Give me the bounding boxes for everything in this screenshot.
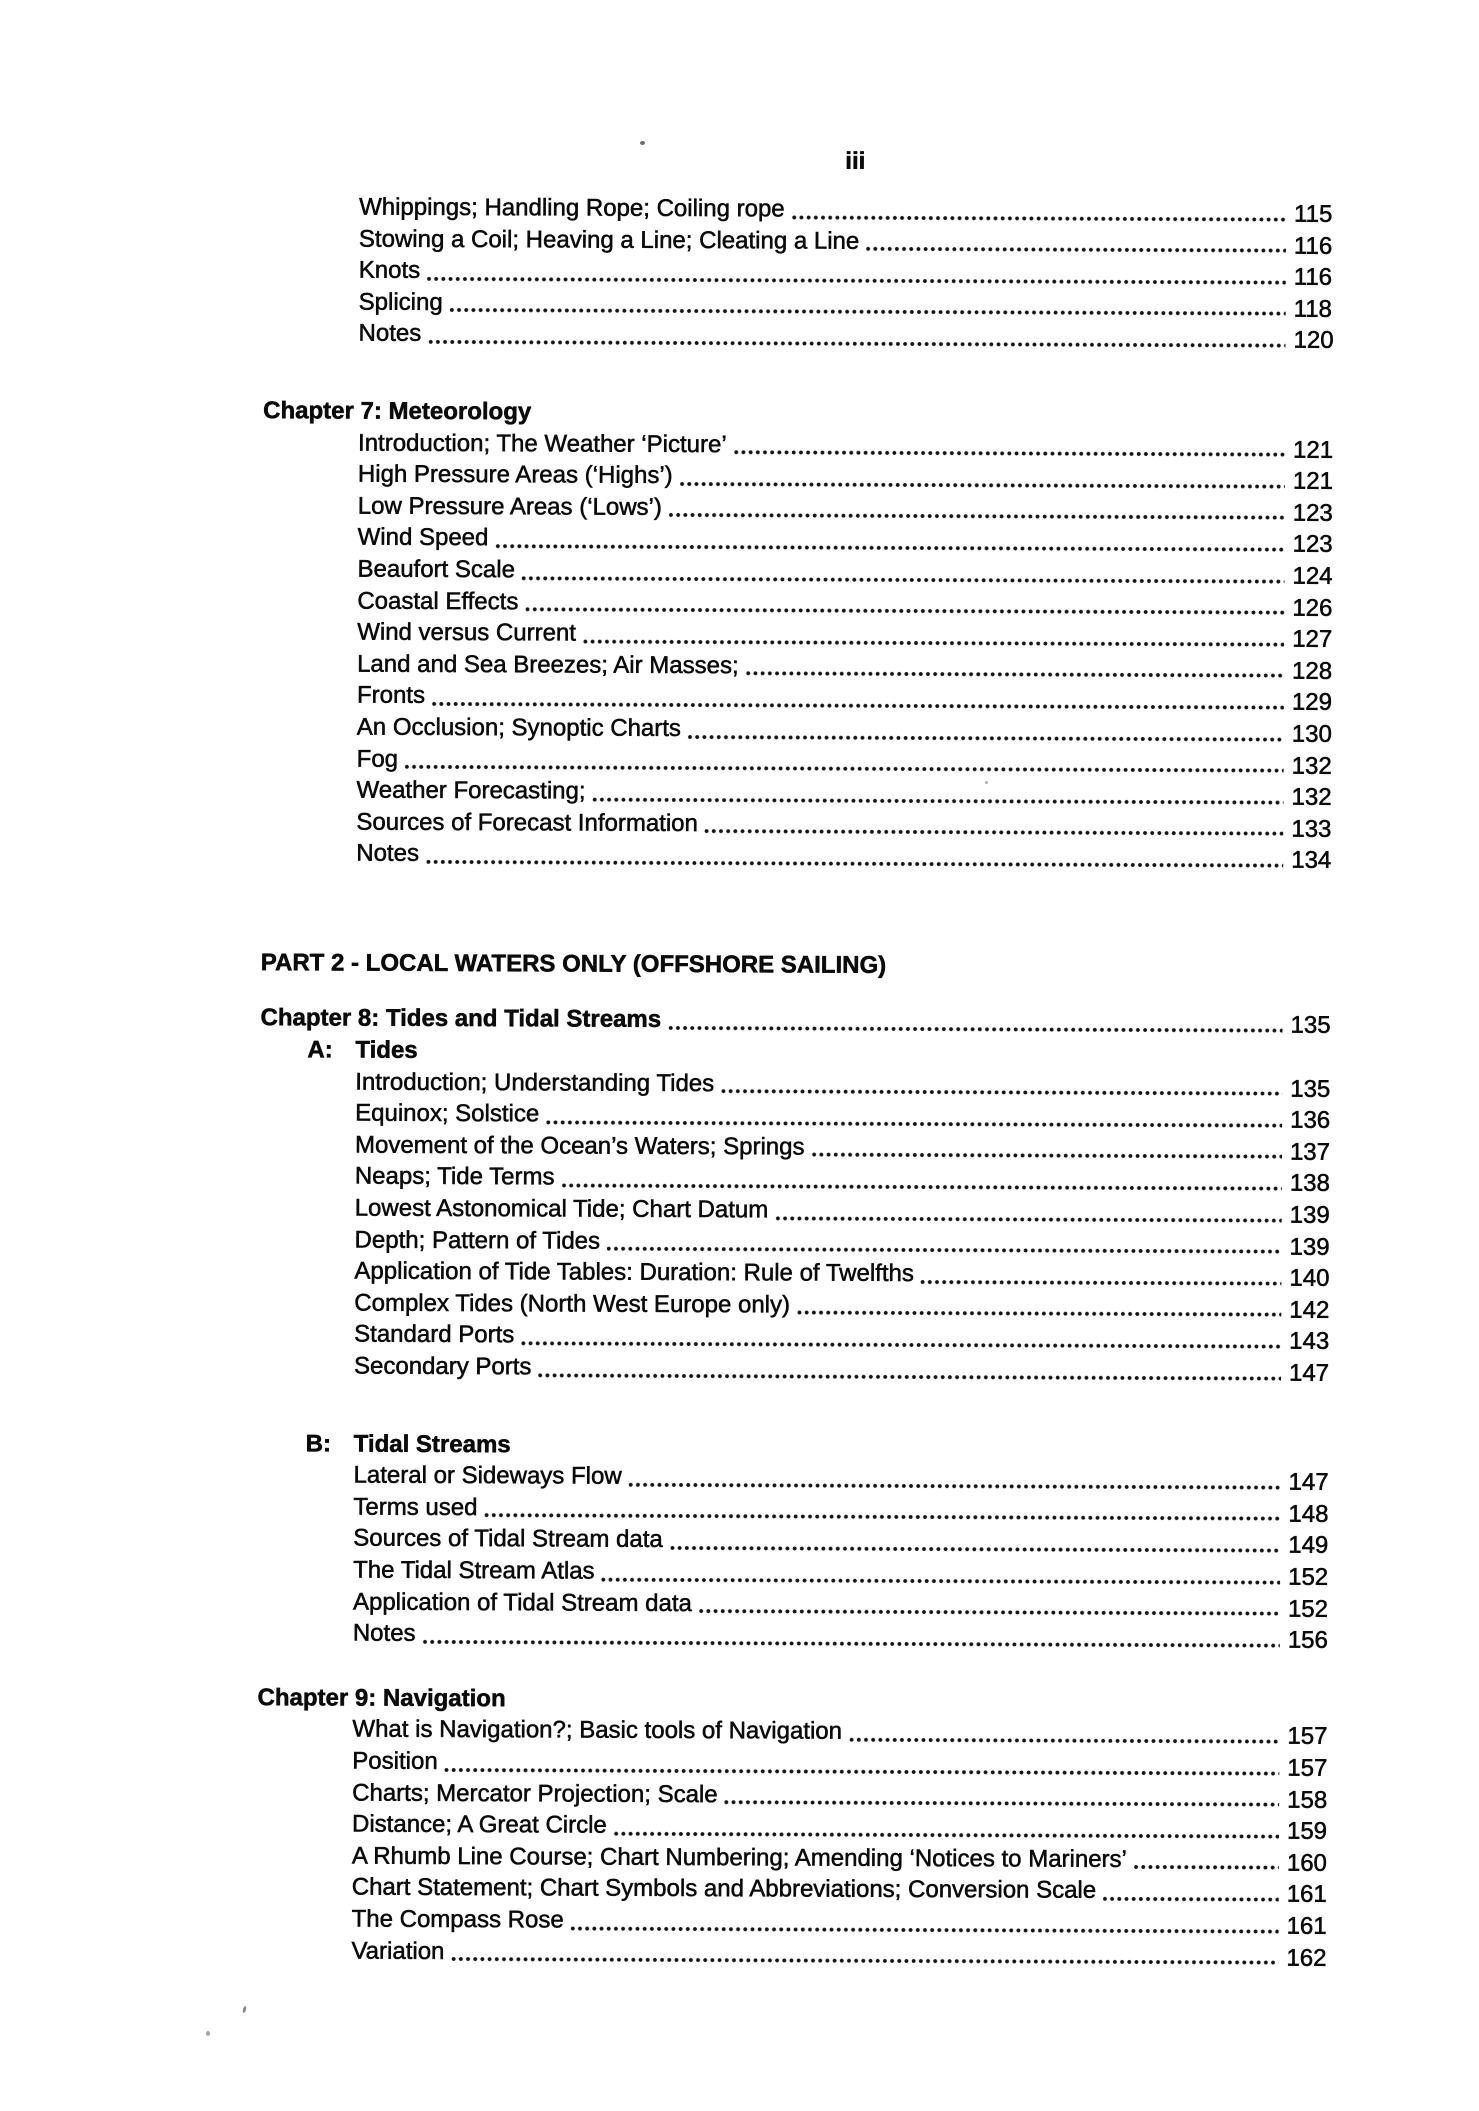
toc-entry-label: Weather Forecasting; [356,776,586,805]
dotted-leader [522,575,1285,584]
dotted-leader [849,1737,1279,1745]
toc-entry [359,255,1352,291]
toc-entry-label: Land and Sea Breezes; Air Masses; [357,650,739,679]
dotted-leader [811,1152,1281,1160]
toc-entry-label: Lateral or Sideways Flow [353,1461,622,1490]
dotted-leader [445,1766,1280,1776]
toc-entry-label: Introduction; The Weather ‘Picture’ [358,429,727,458]
dotted-leader [428,339,1285,349]
toc-entry-page: 159 [1286,1817,1328,1845]
toc-entry-label: A Rhumb Line Course; Chart Numbering; Amending ‘Notices to Mariners’ [351,1842,1127,1873]
toc-entry-label: Notes [358,319,422,348]
toc-entry-page: 132 [1291,752,1332,780]
chapter-7-heading [263,395,1351,431]
toc-entry [353,1491,1346,1527]
toc-entry-page: 162 [1286,1944,1327,1972]
toc-entry [354,1351,1347,1387]
toc-entry-page: 139 [1289,1233,1330,1261]
toc-entry-page: 128 [1292,657,1333,685]
dotted-leader [734,449,1285,457]
toc-entry-label: Splicing [358,288,443,316]
toc-entry [358,522,1351,558]
toc-entry-page: 129 [1291,688,1333,717]
toc-entry [352,1840,1345,1876]
dotted-leader [546,1119,1282,1128]
toc-entry-page: 133 [1291,815,1332,843]
section-letter: B: [305,1429,332,1458]
toc-entry-page: 127 [1292,625,1333,653]
dotted-leader [792,214,1286,222]
toc-entry-label: Notes [352,1619,416,1647]
dotted-leader [746,671,1284,679]
toc-entry-page: 116 [1293,263,1333,292]
toc-entry [355,1161,1348,1197]
toc-entry-label: Complex Tides (North West Europe only) [354,1289,791,1319]
toc-entry-label: Terms used [353,1493,478,1521]
toc-entry-page: 152 [1288,1563,1329,1591]
dotted-leader [680,481,1285,490]
toc-entry-page: 148 [1288,1500,1329,1528]
part-2-heading [261,947,1349,983]
section-letter: A: [307,1036,333,1064]
dotted-leader [629,1482,1281,1491]
dotted-leader [669,512,1285,521]
chapter-title: Chapter 8: Tides and Tidal Streams [260,1004,662,1034]
toc-entry [355,1098,1348,1134]
toc-entry [357,711,1350,747]
toc-entry-label: Coastal Effects [357,587,519,615]
toc-entry [355,1129,1348,1165]
table-of-contents [256,191,1352,1971]
dotted-leader [1134,1864,1279,1871]
dotted-leader [427,276,1286,286]
toc-entry [352,1903,1345,1939]
dotted-leader [484,1513,1280,1522]
toc-entry-label: Low Pressure Areas (‘Lows’) [357,492,662,521]
toc-entry-label: Charts; Mercator Projection; Scale [352,1779,718,1808]
scan-artifact [985,781,988,784]
dotted-leader [571,1925,1279,1934]
toc-entry-page: 157 [1287,1722,1328,1751]
toc-entry-page: 135 [1290,1075,1331,1103]
toc-entry-page: 123 [1292,499,1333,527]
toc-entry [352,1872,1345,1908]
dotted-leader [432,701,1284,711]
toc-entry-label: Sources of Forecast Information [356,808,698,837]
dotted-leader [607,1246,1282,1255]
dotted-leader [921,1279,1282,1287]
toc-entry [352,1714,1345,1750]
dotted-leader [602,1576,1281,1585]
toc-entry-label: Introduction; Understanding Tides [355,1068,715,1097]
dotted-leader [866,246,1286,254]
toc-entry-page: 121 [1292,436,1334,464]
toc-entry-page: 160 [1286,1849,1327,1877]
toc-entry [354,1287,1347,1323]
dotted-leader [1103,1896,1279,1903]
scan-artifact [206,2031,210,2036]
toc-entry [355,1066,1348,1102]
toc-entry-label: Application of Tidal Stream data [352,1588,692,1617]
toc-entry [356,806,1349,842]
toc-entry-label: Movement of the Ocean’s Waters; Springs [354,1131,805,1161]
toc-entry-label: Chart Statement; Chart Symbols and Abbreviations; Conversion Scale [351,1873,1097,1905]
dotted-leader [561,1182,1281,1191]
toc-entry-page: 121 [1292,467,1334,495]
toc-entry [357,743,1350,779]
toc-entry [357,554,1350,590]
toc-entry-page: 147 [1288,1468,1329,1496]
toc-entry-label: An Occlusion; Synoptic Charts [356,713,682,742]
page-number-folio: iii [845,147,866,175]
toc-entry-page: 140 [1289,1264,1330,1293]
section-title: Tides [355,1036,418,1064]
section-b-heading [306,1428,1347,1464]
dotted-leader [668,1025,1282,1034]
toc-entry-page: 134 [1291,846,1332,875]
toc-entry-label: The Tidal Stream Atlas [353,1556,595,1585]
toc-entry-page: 123 [1292,530,1333,559]
toc-entry-page: 130 [1291,720,1332,748]
toc-entry-label: Stowing a Coil; Heaving a Line; Cleating a Line [358,225,860,255]
toc-entry [355,1224,1348,1260]
dotted-leader [593,796,1284,805]
toc-entry-page: 116 [1293,232,1333,260]
dotted-leader [450,307,1286,317]
toc-entry [352,1745,1345,1781]
toc-entry [358,427,1351,463]
dotted-leader [451,1956,1278,1966]
toc-entry-page: 143 [1289,1328,1330,1356]
toc-entry-page: 147 [1288,1359,1330,1387]
toc-entry-label: Standard Ports [354,1320,515,1349]
toc-entry-page: 118 [1293,295,1332,323]
toc-entry-page: 156 [1287,1626,1328,1654]
dotted-leader [405,764,1284,774]
dotted-leader [688,734,1284,743]
toc-entry [352,1809,1345,1845]
toc-entry [353,1618,1346,1654]
toc-entry-label: Wind versus Current [357,618,577,647]
toc-entry-label: Depth; Pattern of Tides [354,1226,601,1255]
toc-entry-label: Application of Tide Tables: Duration: Rule of Twelfths [354,1257,914,1288]
toc-entry [359,223,1352,259]
dotted-leader [699,1608,1280,1617]
toc-entry-label: What is Navigation?; Basic tools of Navigation [352,1715,843,1746]
dotted-leader [423,1639,1280,1649]
toc-entry [354,1319,1347,1355]
toc-entry-label: Neaps; Tide Terms [354,1162,555,1191]
chapter-title: Chapter 9: Navigation [257,1683,506,1712]
toc-entry-page: 115 [1294,200,1333,228]
toc-entry-label: Fronts [356,681,426,710]
toc-entry-label: The Compass Rose [351,1905,564,1934]
toc-entry [357,648,1350,684]
toc-entry-page: 149 [1288,1532,1329,1560]
dotted-leader [538,1372,1281,1381]
toc-entry [356,838,1349,874]
toc-entry [354,1256,1347,1292]
toc-entry-page: 161 [1286,1912,1327,1940]
dotted-leader [797,1310,1281,1318]
dotted-leader [705,828,1284,837]
toc-entry-page: 157 [1287,1754,1328,1782]
toc-entry [355,1193,1348,1229]
toc-entry [357,585,1350,621]
toc-entry-page: 139 [1289,1201,1330,1229]
toc-entry [359,192,1352,228]
chapter-9-heading [258,1682,1346,1718]
toc-entry-label: Variation [351,1937,445,1965]
toc-entry [358,490,1351,526]
toc-entry-label: Whippings; Handling Rope; Coiling rope [359,193,785,223]
toc-entry [359,286,1352,322]
toc-entry [357,680,1350,716]
toc-entry-page: 138 [1289,1170,1330,1198]
toc-entry-page: 132 [1291,783,1332,811]
toc-entry-page: 136 [1290,1106,1331,1135]
dotted-leader [725,1799,1280,1807]
dotted-leader [521,1340,1281,1349]
part-title: PART 2 - LOCAL WATERS ONLY (OFFSHORE SAILING) [260,949,887,979]
toc-entry-label: High Pressure Areas (‘Highs’) [357,460,673,490]
toc-entry-label: Position [352,1747,438,1775]
toc-entry-page: 161 [1286,1880,1327,1909]
section-a-heading [307,1034,1348,1070]
toc-entry [353,1586,1346,1622]
toc-entry-page: 152 [1287,1595,1329,1623]
dotted-leader [495,543,1284,552]
chapter-title: Chapter 7: Meteorology [263,397,532,426]
toc-entry-label: Fog [356,745,399,773]
toc-entry [351,1935,1344,1971]
toc-entry [356,775,1349,811]
toc-entry-label: Lowest Astonomical Tide; Chart Datum [354,1194,769,1224]
section-title: Tidal Streams [353,1430,511,1458]
toc-entry [353,1555,1346,1591]
toc-entry [358,459,1351,495]
toc-entry-label: Sources of Tidal Stream data [353,1524,663,1554]
toc-entry-label: Secondary Ports [353,1352,532,1381]
dotted-leader [775,1215,1281,1223]
toc-entry [352,1777,1345,1813]
chapter-8-heading [260,1003,1348,1039]
dotted-leader [583,638,1284,647]
toc-entry-label: Distance; A Great Circle [351,1810,607,1839]
dotted-leader [670,1545,1281,1554]
dotted-leader [614,1830,1279,1839]
toc-entry-page: 135 [1290,1012,1331,1040]
dotted-leader [721,1088,1282,1096]
toc-entry-page: 124 [1292,562,1333,590]
toc-entry-label: Wind Speed [357,523,489,552]
toc-entry-page: 126 [1292,594,1333,622]
toc-entry-label: Beaufort Scale [357,555,516,584]
toc-entry [357,617,1350,653]
toc-entry-page: 158 [1287,1786,1328,1814]
toc-entry [353,1460,1346,1496]
dotted-leader [525,606,1284,615]
toc-entry-label: Equinox; Solstice [355,1099,540,1128]
toc-entry-label: Knots [358,256,421,285]
toc-entry-page: 142 [1289,1296,1330,1324]
toc-entry-page: 120 [1293,327,1334,355]
toc-entry [353,1523,1346,1559]
toc-entry-page: 137 [1289,1138,1331,1166]
dotted-leader [426,859,1283,869]
toc-entry [358,318,1351,354]
scan-artifact [640,141,645,145]
toc-entry-label: Notes [356,839,420,868]
